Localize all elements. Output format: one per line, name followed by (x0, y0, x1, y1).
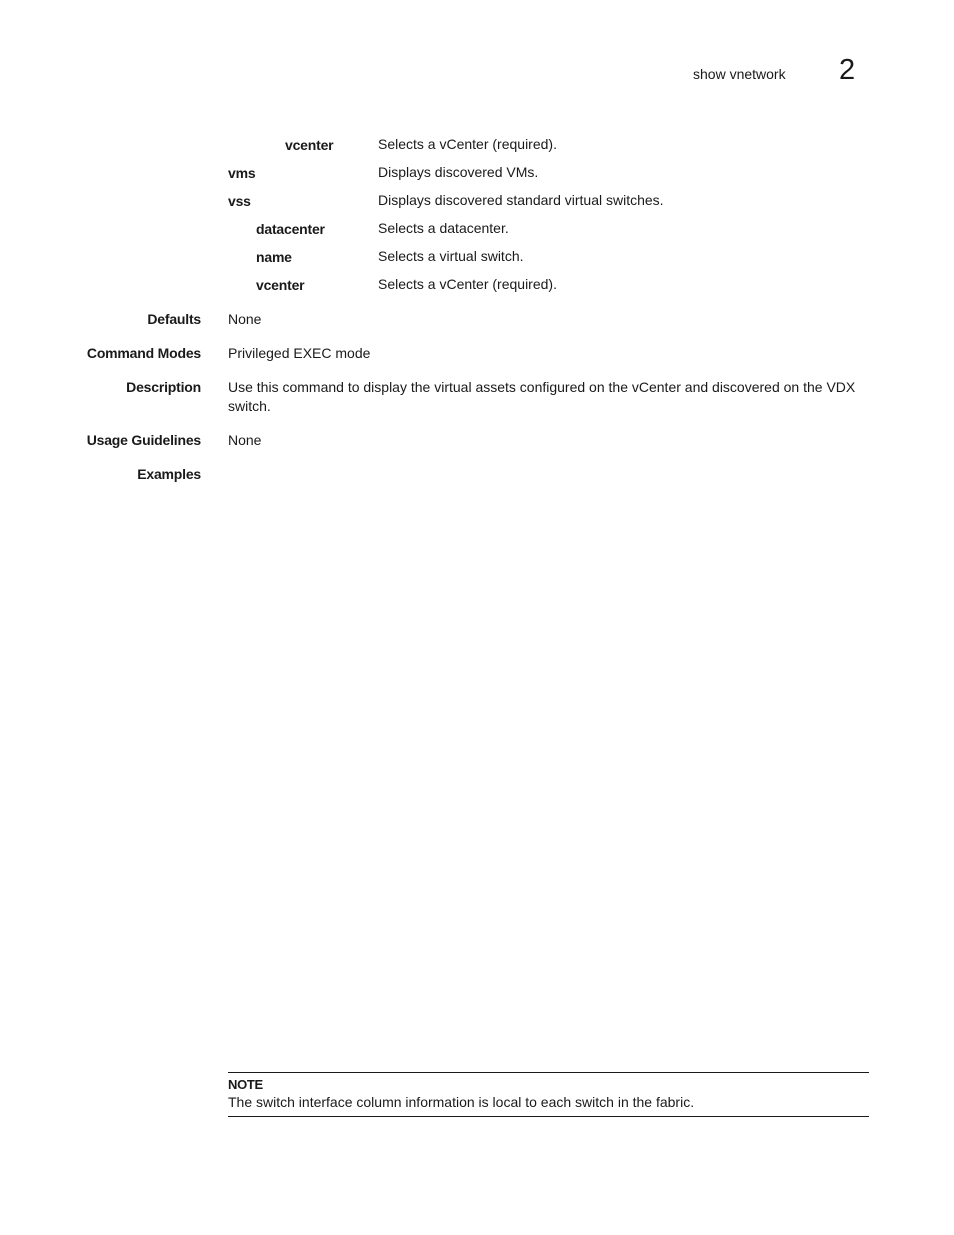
param-description: Selects a datacenter. (378, 220, 509, 236)
param-description: Selects a vCenter (required). (378, 276, 557, 292)
running-header-title: show vnetwork (693, 66, 786, 82)
param-description: Displays discovered VMs. (378, 164, 539, 180)
note-text: The switch interface column information is local to each switch in the fabric. (228, 1094, 695, 1110)
note-label: NOTE (228, 1077, 263, 1092)
defaults-value: None (228, 311, 262, 327)
section-label-examples: Examples (137, 466, 201, 482)
chapter-number: 2 (839, 54, 856, 86)
param-description: Selects a virtual switch. (378, 248, 524, 264)
command-modes-value: Privileged EXEC mode (228, 345, 371, 361)
section-label-description: Description (126, 379, 201, 395)
description-value: Use this command to display the virtual assets configured on the vCenter and discovered on the VDX switch. (228, 379, 856, 414)
param-name: datacenter (256, 221, 325, 237)
param-name: name (256, 249, 292, 265)
param-name: vss (228, 193, 251, 209)
param-name: vcenter (256, 277, 305, 293)
param-description: Displays discovered standard virtual switches. (378, 192, 664, 208)
note-box (228, 1072, 869, 1117)
section-label-command-modes: Command Modes (86, 345, 201, 361)
param-name: vms (228, 165, 256, 181)
section-label-usage-guidelines: Usage Guidelines (86, 432, 201, 448)
usage-guidelines-value: None (228, 432, 262, 448)
param-name: vcenter (285, 137, 334, 153)
param-description: Selects a vCenter (required). (378, 136, 557, 152)
section-label-defaults: Defaults (147, 311, 201, 327)
